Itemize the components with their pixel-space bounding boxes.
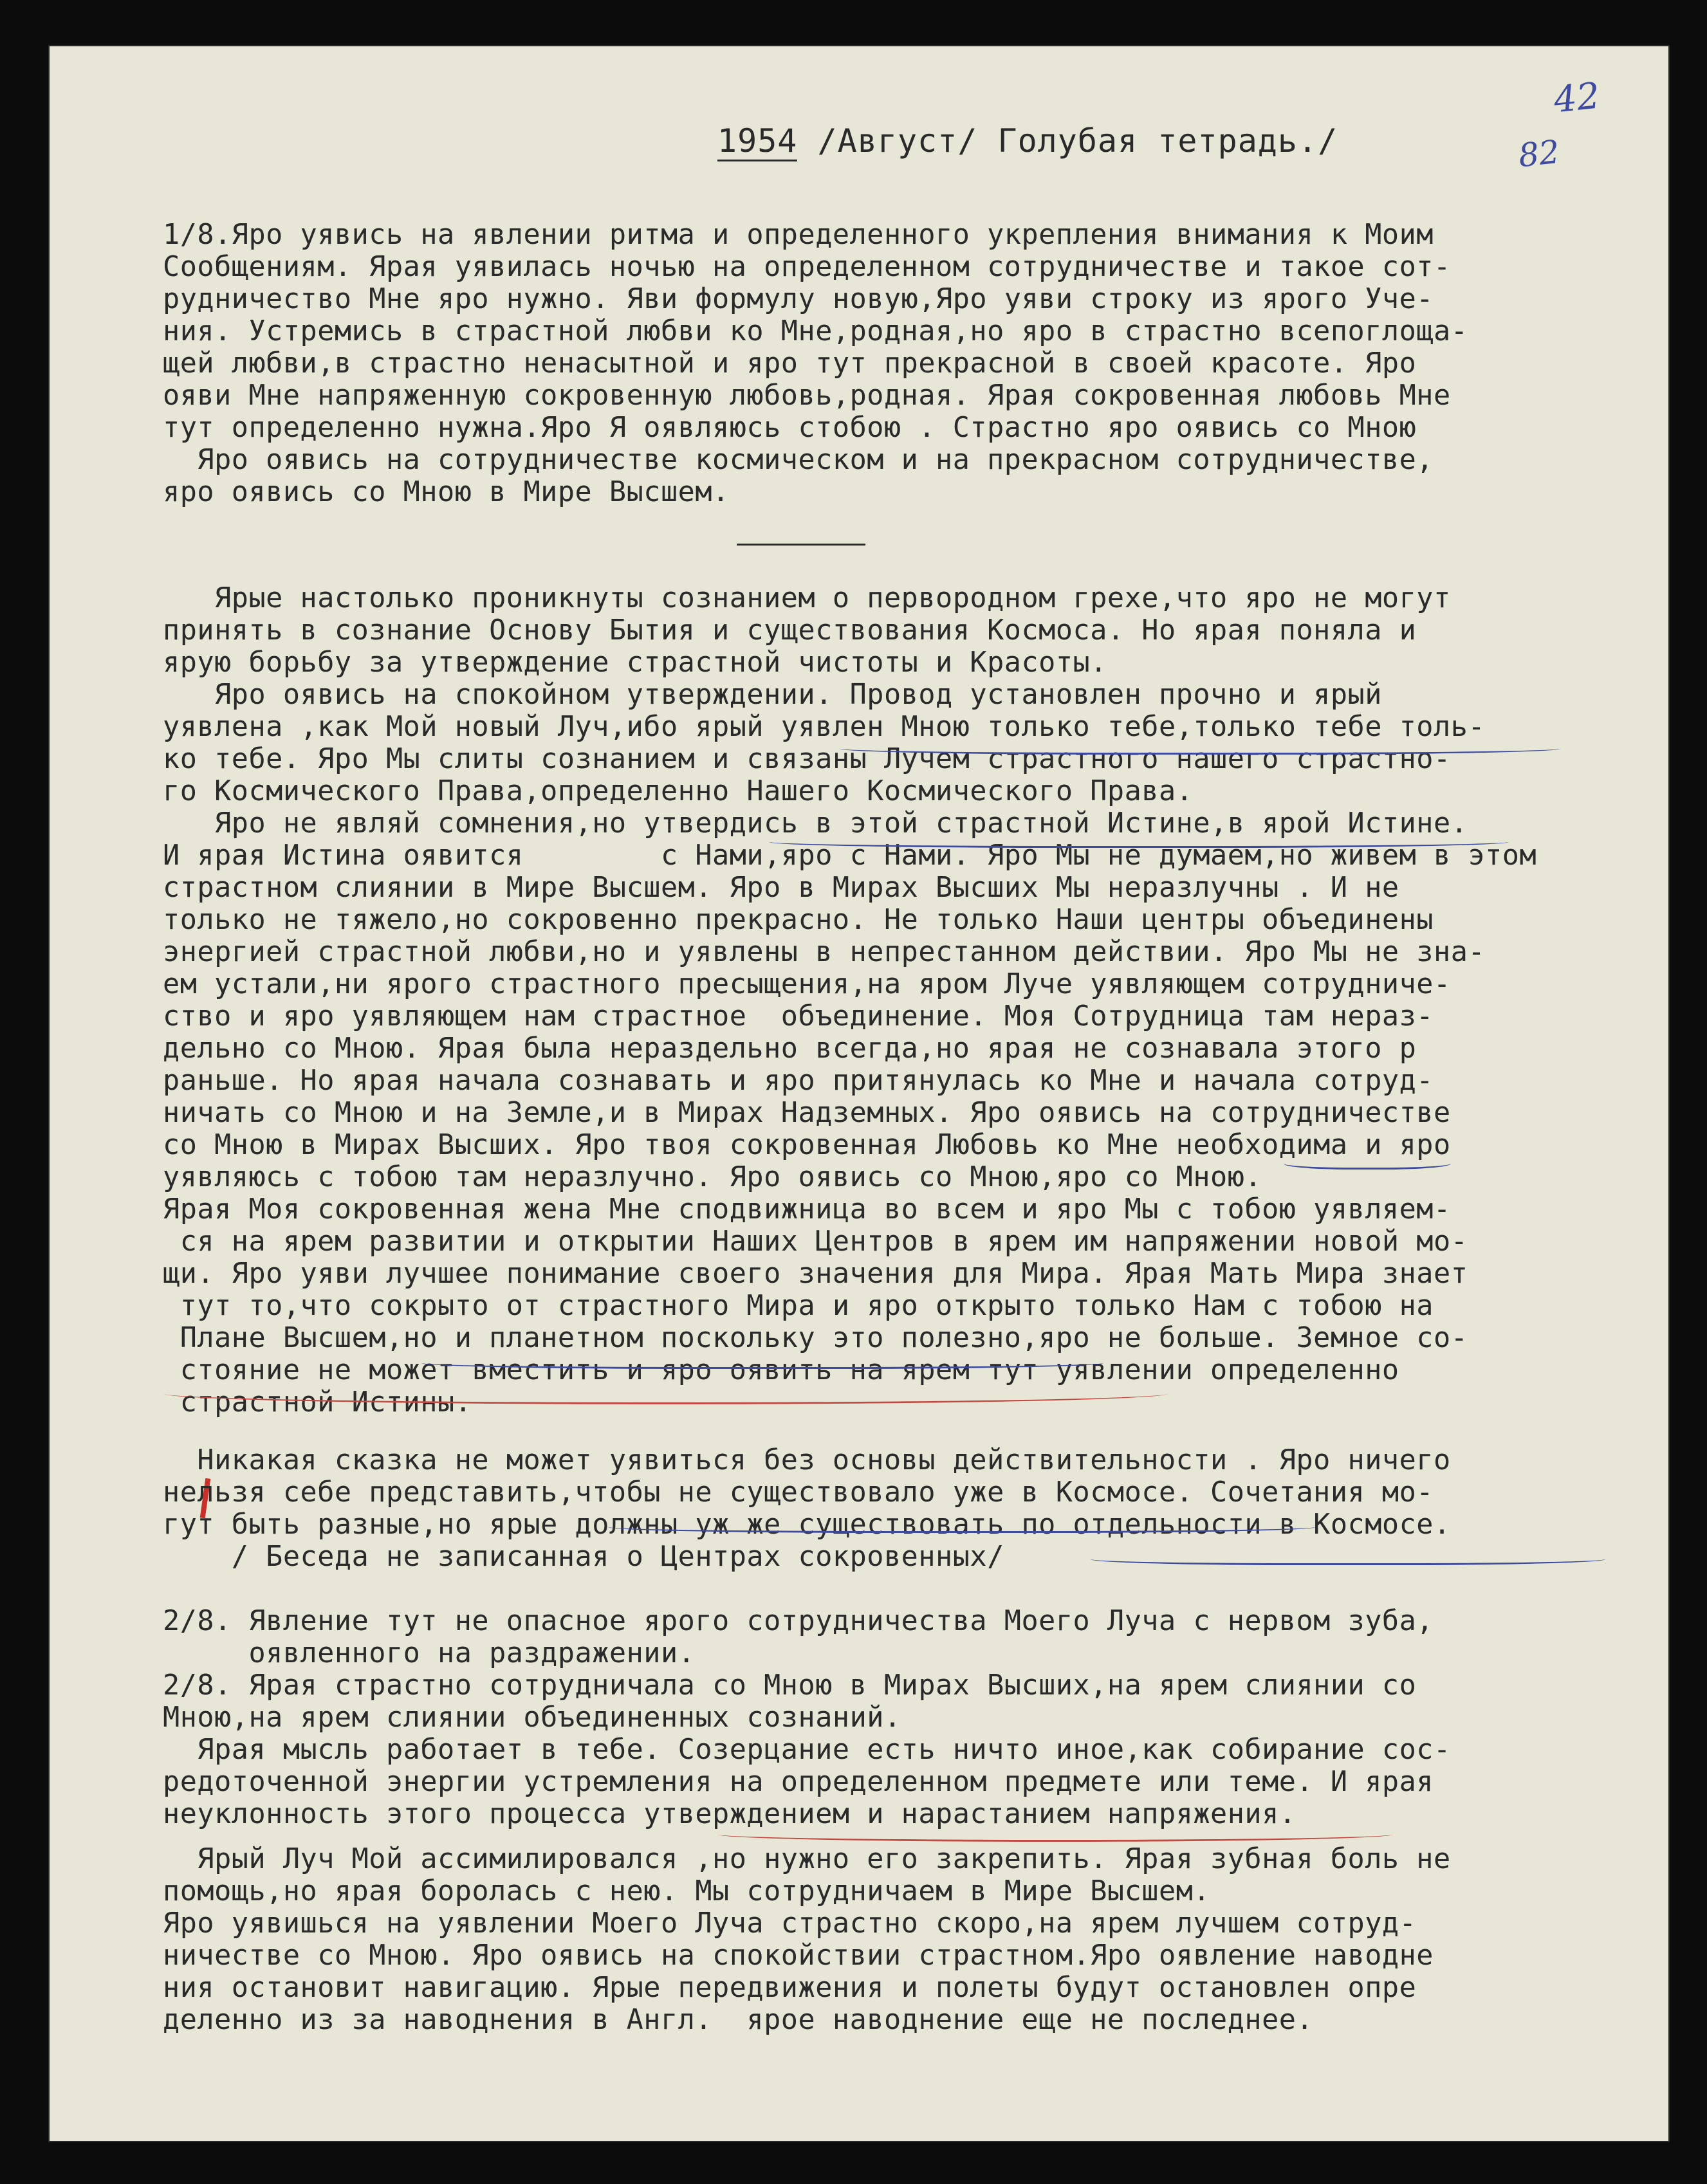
text-line: рудничество Мне яро нужно. Яви формулу новую,Яро уяви строку из ярого Уче- [163, 283, 1434, 315]
blue-underline [769, 833, 1509, 848]
text-line: 1/8.Яро уявись на явлении ритма и определенного укрепления внимания к Моим [163, 219, 1434, 251]
text-line: только не тяжело,но сокровенно прекрасно. Не только Наши центры объединены [163, 904, 1434, 936]
text-line: энергией страстной любви,но и уявлены в непрестанном действии. Яро Мы не зна- [163, 936, 1486, 968]
text-line: 2/8. Явление тут не опасное ярого сотрудничества Моего Луча с нервом зуба, [163, 1605, 1434, 1637]
text-line: страстном слиянии в Мире Высшем. Яро в Мирах Высших Мы неразлучны . И не [163, 872, 1399, 904]
text-line: ем устали,ни ярого страстного пресыщения,на яром Луче уявляющем сотрудниче- [163, 968, 1451, 1000]
text-line: Ярая мысль работает в тебе. Созерцание есть ничто иное,как собирание сос- [163, 1734, 1451, 1766]
text-line: го Космического Права,определенно Нашего Космического Права. [163, 775, 1194, 807]
text-line: принять в сознание Основу Бытия и существования Космоса. Но ярая поняла и [163, 614, 1417, 647]
text-line: И ярая Истина оявится с Нами,яро с Нами. Яро Мы не думаем,но живем в этом [163, 840, 1537, 872]
text-line: помощь,но ярая боролась с нею. Мы сотрудничаем в Мире Высшем. [163, 1875, 1211, 1907]
text-line: ство и яро уявляющем нам страстное объединение. Моя Сотрудница там нераз- [163, 1000, 1434, 1032]
text-line: Яро уявишься на уявлении Моего Луча страстно скоро,на ярем лучшем сотруд- [163, 1907, 1417, 1940]
header-year: 1954 [717, 122, 797, 161]
red-underline [164, 1383, 1168, 1404]
text-line: ния. Устремись в страстной любви ко Мне,родная,но яро в страстно всепоглоща- [163, 315, 1468, 347]
section-divider [737, 544, 865, 546]
text-line: оявленного на раздражении. [163, 1637, 696, 1669]
text-line: со Мною в Мирах Высших. Яро твоя сокровенная Любовь ко Мне необходима и яро [163, 1129, 1451, 1161]
text-line: тут определенно нужна.Яро Я оявляюсь стобою . Страстно яро оявись со Мною [163, 412, 1417, 444]
text-line: нельзя себе представить,чтобы не существовало уже в Космосе. Сочетания мо- [163, 1476, 1434, 1509]
blue-underline [840, 740, 1560, 755]
text-line: дельно со Мною. Ярая была нераздельно всегда,но ярая не сознавала этого р [163, 1032, 1417, 1065]
text-line: ярую борьбу за утверждение страстной чистоты и Красоты. [163, 647, 1107, 679]
text-line: ничестве со Мною. Яро оявись на спокойствии страстном.Яро оявление наводне [163, 1940, 1434, 1972]
archive-number: 42 [1551, 75, 1602, 122]
text-line: Ярые настолько проникнуты сознанием о первородном грехе,что яро не могут [163, 582, 1451, 614]
text-line: уявляюсь с тобою там неразлучно. Яро оявись со Мною,яро со Мною. [163, 1161, 1262, 1193]
text-line: деленно из за наводнения в Англ. ярое наводнение еще не последнее. [163, 2004, 1314, 2036]
blue-underline [1091, 1550, 1605, 1565]
red-underline [717, 1827, 1393, 1842]
text-line: 2/8. Ярая страстно сотрудничала со Мною в Мирах Высших,на ярем слиянии со [163, 1669, 1417, 1702]
paragraph-2 [163, 582, 1643, 1418]
text-line: яро оявись со Мною в Мире Высшем. [163, 476, 730, 508]
text-line: щи. Яро уяви лучшее понимание своего значения для Мира. Ярая Мать Мира знает [163, 1258, 1468, 1290]
blue-underline [421, 1354, 1103, 1369]
text-line: Сообщениям. Ярая уявилась ночью на определенном сотрудничестве и такое сот- [163, 251, 1451, 283]
text-line: Яро не являй сомнения,но утвердись в этой страстной Истине,в ярой Истине. [163, 807, 1468, 840]
text-line: Плане Высшем,но и планетном поскольку это полезно,яро не больше. Земное со- [163, 1322, 1468, 1354]
text-line: Ярый Луч Мой ассимилировался ,но нужно его закрепить. Ярая зубная боль не [163, 1843, 1451, 1875]
page-number: 82 [1517, 133, 1562, 175]
blue-underline [1284, 1155, 1451, 1170]
text-line: ния остановит навигацию. Ярые передвижения и полеты будут остановлен опре [163, 1972, 1417, 2004]
text-line: / Беседа не записанная о Центрах сокровенных/ [163, 1541, 1004, 1573]
text-line: ояви Мне напряженную сокровенную любовь,родная. Ярая сокровенная любовь Мне [163, 380, 1451, 412]
text-line: Мною,на ярем слиянии объединенных сознаний. [163, 1702, 901, 1734]
text-line: гут быть разные,но ярые должны уж же существовать по отдельности в Космосе. [163, 1509, 1451, 1541]
page-header [717, 122, 1338, 160]
text-line: неуклонность этого процесса утверждением и нарастанием напряжения. [163, 1798, 1296, 1830]
text-line: щей любви,в страстно ненасытной и яро тут прекрасной в своей красоте. Яро [163, 347, 1417, 380]
text-line: тут то,что сокрыто от страстного Мира и яро открыто только Нам с тобою на [163, 1290, 1434, 1322]
text-line: Яро оявись на сотрудничестве космическом и на прекрасном сотрудничестве, [163, 444, 1434, 476]
paragraph-5 [163, 1843, 1643, 2036]
text-line: стояние не может вместить и яро оявить на ярем тут уявлении определенно [163, 1354, 1399, 1386]
text-line: Никакая сказка не может уявиться без основы действительности . Яро ничего [163, 1444, 1451, 1476]
text-line: ничать со Мною и на Земле,и в Мирах Надземных. Яро оявись на сотрудничестве [163, 1097, 1451, 1129]
text-line: Яро оявись на спокойном утверждении. Провод установлен прочно и ярый [163, 679, 1382, 711]
blue-underline [608, 1518, 1316, 1533]
text-line: Ярая Моя сокровенная жена Мне сподвижница во всем и яро Мы с тобою уявляем- [163, 1193, 1451, 1225]
paper-sheet [48, 45, 1670, 2142]
text-line: ся на ярем развитии и открытии Наших Центров в ярем им напряжении новой мо- [163, 1225, 1468, 1258]
header-title: Голубая тетрадь./ [997, 122, 1338, 160]
paragraph-4 [163, 1605, 1643, 1830]
text-line: уявлена ,как Мой новый Луч,ибо ярый уявлен Мною только тебе,только тебе толь- [163, 711, 1486, 743]
text-line: страстной Истины. [163, 1386, 472, 1418]
header-month: /Август/ [817, 122, 978, 160]
paragraph-1 [163, 219, 1643, 508]
text-line: ко тебе. Яро Мы слиты сознанием и связаны Лучем страстного нашего страстно- [163, 743, 1451, 775]
text-line: раньше. Но ярая начала сознавать и яро притянулась ко Мне и начала сотруд- [163, 1065, 1434, 1097]
text-line: редоточенной энергии устремления на определенном предмете или теме. И ярая [163, 1766, 1434, 1798]
